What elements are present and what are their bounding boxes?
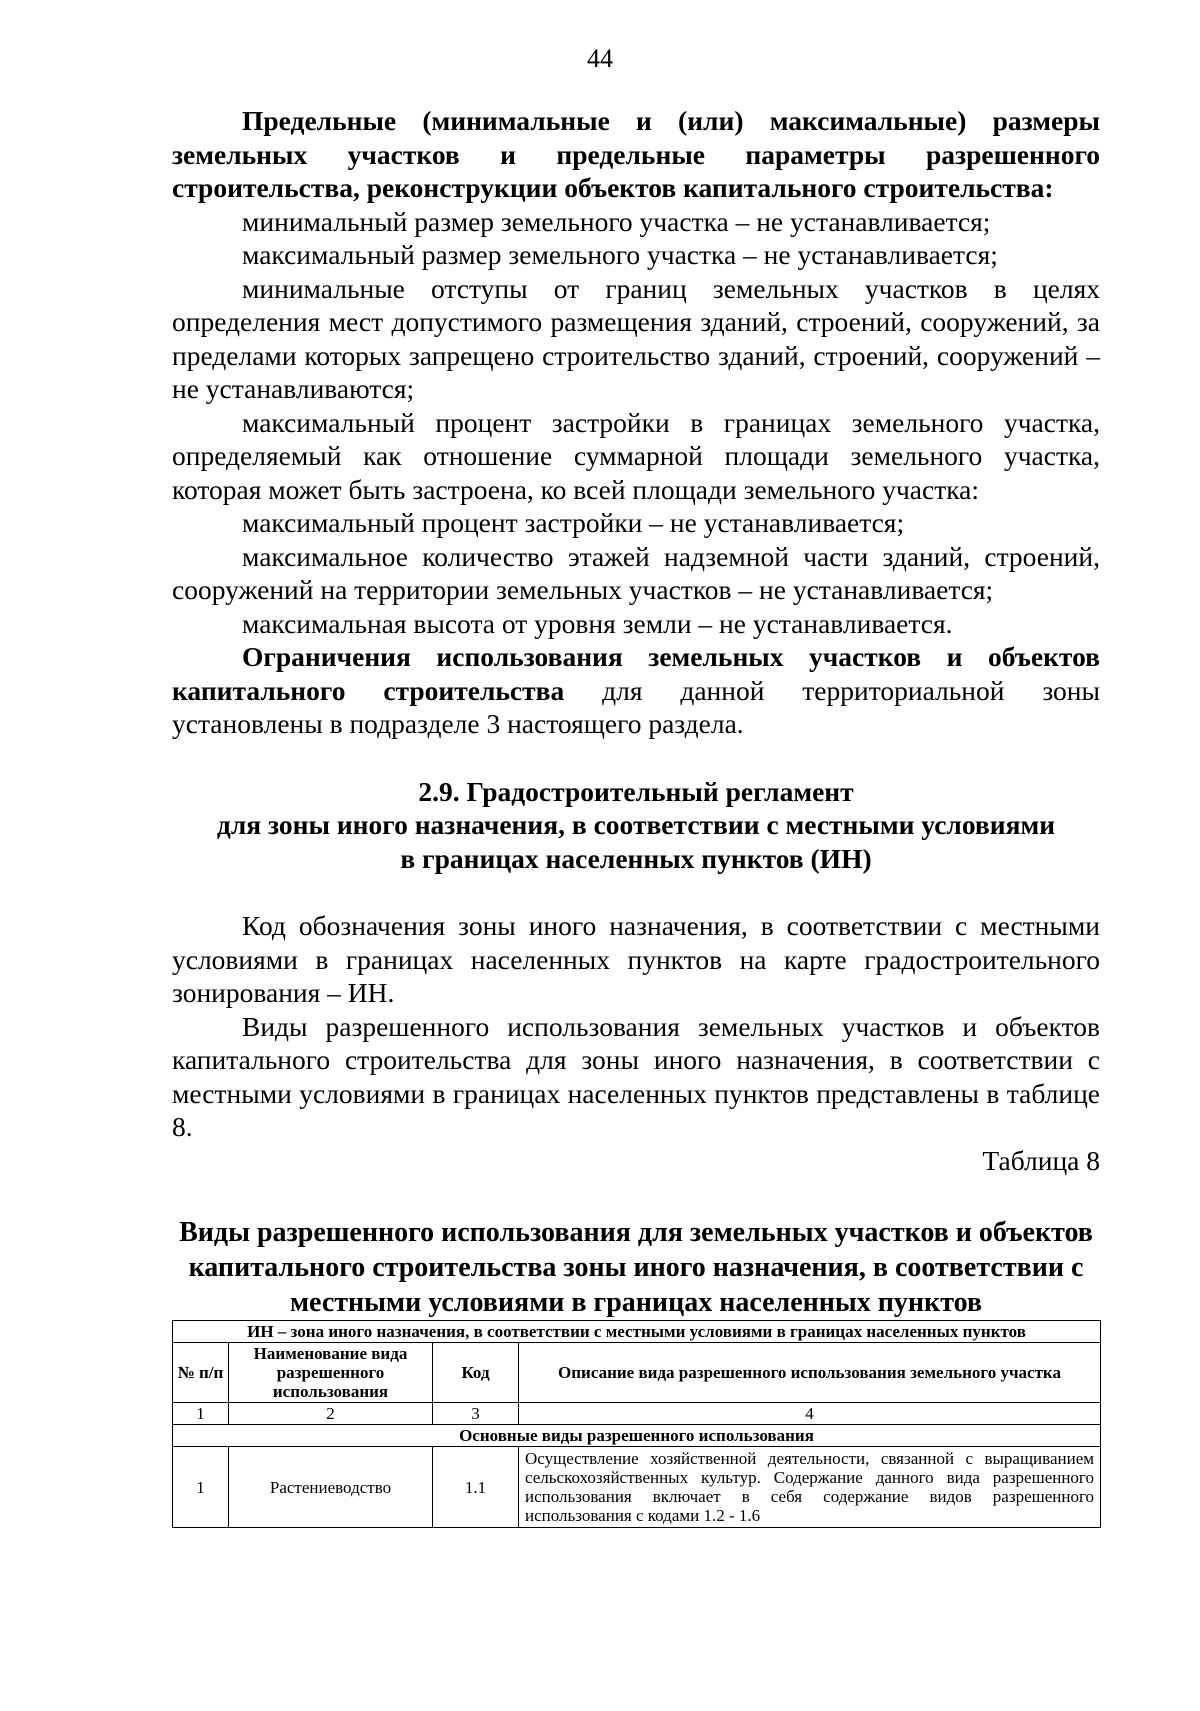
table-column-number-row xyxy=(173,1403,1101,1425)
section-title xyxy=(172,775,1100,876)
section-title-line-1: 2.9. Градостроительный регламент xyxy=(418,775,854,807)
column-number-3: 3 xyxy=(433,1403,519,1425)
setbacks-text: минимальные отступы от границ земельных участков в целях определения мест допустимого размещения зданий, строений, сооружений, за пределами которых запрещено строительство зданий, строений, сооружений – не устанавливаются; xyxy=(172,272,1100,404)
restrictions-rest: для данной территориальной зоны установлены в подразделе 3 настоящего раздела. xyxy=(172,674,1100,739)
coverage-definition-text: максимальный процент застройки в границах земельного участка, определяемый как отношение суммарной площади земельного участка, которая может быть застроена, ко всей площади земельного участка: xyxy=(172,406,1100,505)
table-column-header-row xyxy=(173,1343,1101,1403)
permitted-uses-table xyxy=(172,1320,1101,1528)
column-header-name: Наименование вида разрешенного использования xyxy=(229,1343,433,1403)
table-row xyxy=(173,1447,1101,1528)
restrictions-bold: Ограничения использования земельных участков и объектов капитального строительства xyxy=(172,641,1100,706)
row-number: 1 xyxy=(173,1447,229,1528)
column-number-1: 1 xyxy=(173,1403,229,1425)
height-text: максимальная высота от уровня земли – не устанавливается. xyxy=(242,607,953,639)
coverage-text: максимальный процент застройки – не устанавливается; xyxy=(242,507,905,538)
row-use-name: Растениеводство xyxy=(229,1447,433,1528)
column-number-2: 2 xyxy=(229,1403,433,1425)
column-header-number: № п/п xyxy=(173,1343,229,1403)
permitted-uses-paragraph: Виды разрешенного использования земельных участков и объектов капитального строительства для зоны иного назначения, в соответствии с местными условиями в границах населенных пунктов представлены в таблице 8. xyxy=(172,1010,1100,1142)
restrictions-text xyxy=(172,640,1100,741)
table-group-header: Основные виды разрешенного использования xyxy=(173,1425,1101,1447)
floors-text: максимальное количество этажей надземной части зданий, строений, сооружений на территории земельных участков – не устанавливается; xyxy=(172,540,1100,605)
max-size-text: максимальный размер земельного участка – не устанавливается; xyxy=(242,239,998,270)
document-body xyxy=(172,104,1100,1320)
min-size-text: минимальный размер земельного участка – не устанавливается; xyxy=(242,205,991,237)
table-title: Виды разрешенного использования для земельных участков и объектов капитального строительства зоны иного назначения, в соответствии с местными условиями в границах населенных пунктов xyxy=(179,1217,1093,1318)
row-code: 1.1 xyxy=(433,1447,519,1528)
table-zone-header: ИН – зона иного назначения, в соответствии с местными условиями в границах населенных пунктов xyxy=(173,1321,1101,1343)
column-header-description: Описание вида разрешенного использования земельного участка xyxy=(519,1343,1101,1403)
limits-heading: Предельные (минимальные и (или) максимальные) размеры земельных участков и предельные параметры разрешенного строительства, реконструкции объектов капитального строительства: xyxy=(172,105,1100,203)
zone-code-paragraph: Код обозначения зоны иного назначения, в соответствии с местными условиями в границах населенных пунктов на карте градостроительного зонирования – ИН. xyxy=(172,910,1100,1008)
section-title-line-2: для зоны иного назначения, в соответствии с местными условиями xyxy=(216,809,1056,840)
table-zone-header-row xyxy=(173,1321,1101,1343)
page-number: 44 xyxy=(587,44,613,73)
column-number-4: 4 xyxy=(519,1403,1101,1425)
section-title-line-3: в границах населенных пунктов (ИН) xyxy=(400,842,872,874)
table-label: Таблица 8 xyxy=(982,1144,1100,1176)
table-group-row xyxy=(173,1425,1101,1447)
row-description: Осуществление хозяйственной деятельности, связанной с выращиванием сельскохозяйственных культур. Содержание данного вида разрешенного использования включает в себя содержание видов разрешенного использования с кодами 1.2 - 1.6 xyxy=(519,1447,1101,1528)
column-header-code: Код xyxy=(433,1343,519,1403)
